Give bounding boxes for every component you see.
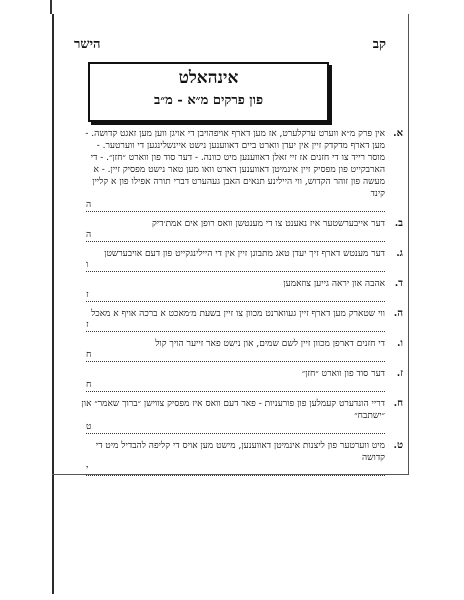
entry-page: ו — [86, 260, 91, 270]
entry-letter: ד. — [394, 278, 403, 289]
entry-page-leader — [86, 320, 385, 332]
list-item — [78, 278, 405, 302]
entry-letter: ו. — [396, 338, 403, 349]
entry-text: מיט ווערטער פון ליצנות אינמיטן דאווענען, מישט מען אויס די קליפה להבדיל מיט די קדושה — [95, 441, 385, 463]
entry-letter: ז. — [396, 368, 403, 379]
list-item — [78, 248, 405, 272]
list-item — [78, 440, 405, 476]
entry-page: ה — [86, 230, 94, 240]
running-title: הישר — [74, 37, 101, 52]
entry-page-leader — [86, 200, 385, 212]
list-item — [78, 218, 405, 242]
entry-page-leader — [86, 380, 385, 392]
page-edge-top — [50, 0, 52, 14]
entry-letter: ח. — [393, 398, 403, 409]
entry-text: דער סוד פון ווארט ״חזן״ — [301, 369, 385, 379]
entry-page-leader — [86, 230, 385, 242]
title-box — [88, 62, 329, 122]
entry-text: דער אייבערשטער איז נאענט צו די מענטשן וואס רופן אים אמת׳דיק — [151, 219, 385, 229]
entry-text: ווי שטארק מען דארף זיין געווארנט מכוון צו זיין בשעת מ׳מאכט א ברכה אויף א מאכל — [91, 309, 385, 319]
entry-page: ז — [86, 320, 92, 330]
entry-letter: א. — [393, 128, 403, 139]
list-item — [78, 338, 405, 362]
entry-text: אהבה און יראה גייען צוזאמען — [283, 279, 385, 289]
entry-page-leader — [86, 350, 385, 362]
entry-text: דריי הונדערט קעמלען פון פורעניות - פאר דעם וואס איז מפסיק צווישן ״ברוך שאמר״ און ״ישתבח״ — [81, 399, 385, 421]
entry-page: ט — [86, 422, 94, 432]
entry-page-leader — [86, 260, 385, 272]
entry-page: ח — [86, 350, 94, 360]
entry-letter: ג. — [396, 248, 403, 259]
contents-subtitle: פון פרקים מ״א - מ״ב — [153, 93, 264, 108]
contents-title: אינהאלט — [178, 68, 239, 88]
entry-page-leader — [86, 422, 385, 434]
running-header — [74, 36, 394, 54]
list-item — [78, 398, 405, 434]
list-item — [78, 368, 405, 392]
entry-page: ה — [86, 200, 94, 210]
entry-page-leader — [86, 464, 385, 476]
entry-text: די חזנים דארפן מכוון זיין לשם שמים, און נישט פאר זייער הויך קול — [155, 339, 385, 349]
entry-page: י — [86, 464, 91, 474]
entry-text: אין פרק מ״א ווערט ערקלערט, אז מען דארף אויפהויבן די אויגן ווען מען זאגט קדושה. - מען דארף מדקדק זיין אין יעדן ווארט ביים דאווענען נישט איינשלינגען די ווערטער. - מוסר רייד צו די חזנים אז זיי זאלן דאווענען מיט כוונה. - דער סוד פון ווארט ״חזן״. - די הארבקייט פון מפסיק זיין אינמיטן דאווענען דארט וואו מען טאר נישט מפסיק זיין. - א מעשה פון זוהר הקדוש, ווי היילינע תנאים האבן געהערט דברי תורה אפילו פון א קליין קינד — [85, 129, 385, 199]
entry-page: ח — [86, 380, 94, 390]
entry-letter: ה. — [393, 308, 403, 319]
entry-page: ז — [86, 290, 92, 300]
page-edge-right — [408, 14, 409, 474]
list-item — [78, 128, 405, 212]
entry-letter: ב. — [394, 218, 403, 229]
entry-page-leader — [86, 290, 385, 302]
entry-letter: ט. — [393, 440, 403, 451]
page-number: קב — [372, 37, 386, 52]
list-item — [78, 308, 405, 332]
contents-list — [78, 128, 405, 482]
page-edge-left — [52, 14, 54, 594]
entry-text: דער מענטש דארף זיך יעדן טאג מתבונן זיין אין די היילינגקייט פון דעם אויבערשטן — [104, 249, 385, 259]
